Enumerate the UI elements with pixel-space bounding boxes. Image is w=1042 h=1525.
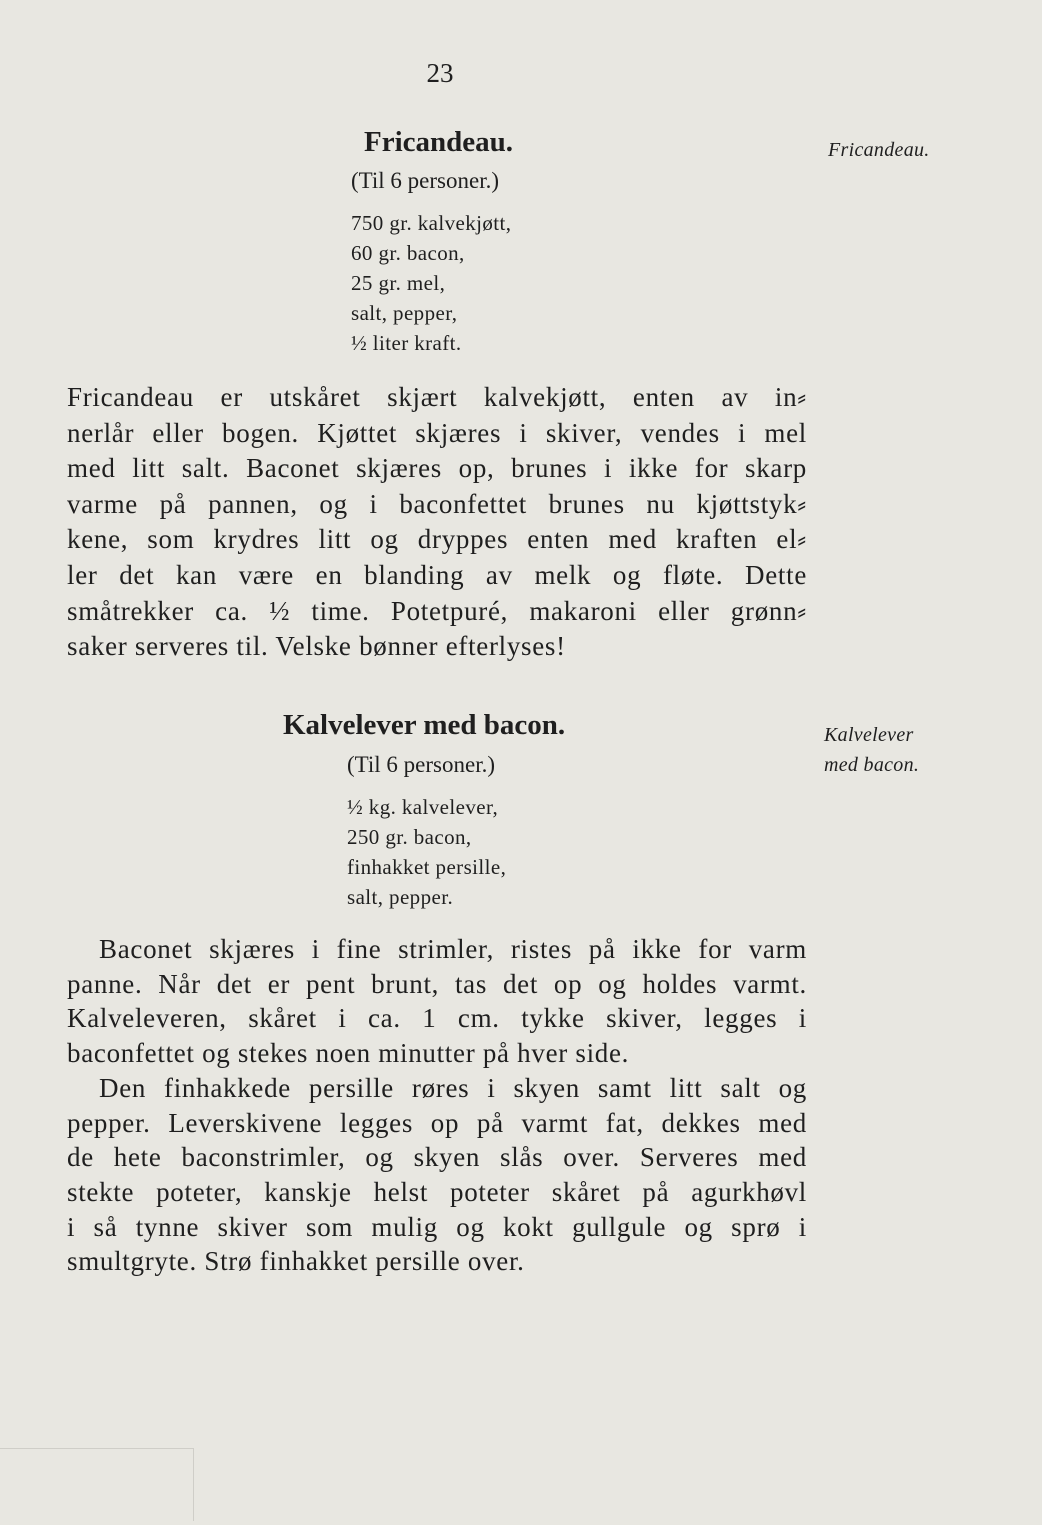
ingredient-item: 60 gr. bacon, <box>351 241 465 265</box>
text-line: i så tynne skiver som mulig og kokt gullgule og sprø i <box>67 1211 807 1242</box>
ingredient-item: ½ liter kraft. <box>351 331 462 355</box>
text-line: ler det kan være en blanding av melk og fløte. Dette <box>67 559 807 590</box>
margin-note-line: Fricandeau. <box>828 139 930 161</box>
text-line: Den finhakkede persille røres i skyen samt litt salt og <box>99 1072 807 1103</box>
text-line: baconfettet og stekes noen minutter på hver side. <box>67 1038 630 1069</box>
text-line: panne. Når det er pent brunt, tas det op og holdes varmt. <box>67 968 807 999</box>
paragraph <box>67 380 807 665</box>
recipe-title: Kalvelever med bacon. <box>283 709 566 741</box>
margin-note-line: Kalvelever <box>824 724 914 746</box>
ingredient-item: salt, pepper. <box>347 885 454 909</box>
ingredient-item: 750 gr. kalvekjøtt, <box>351 211 512 235</box>
ingredient-list <box>347 792 506 912</box>
text-line: smultgryte. Strø finhakket persille over. <box>67 1246 525 1277</box>
text-line: Kalveleveren, skåret i ca. 1 cm. tykke skiver, legges i <box>67 1003 807 1034</box>
margin-note-line: med bacon. <box>824 754 920 776</box>
text-line: kene, som krydres litt og dryppes enten med kraften el⸗ <box>67 524 807 555</box>
text-line: nerlår eller bogen. Kjøttet skjæres i skiver, vendes i mel <box>67 417 807 448</box>
serves-note: (Til 6 personer.) <box>351 168 500 193</box>
ingredient-item: 250 gr. bacon, <box>347 825 472 849</box>
ingredient-item: salt, pepper, <box>351 301 458 325</box>
text-line: Fricandeau er utskåret skjært kalvekjøtt, enten av in⸗ <box>67 382 807 412</box>
text-line: stekte poteter, kanskje helst poteter skåret på agurkhøvl <box>67 1176 807 1207</box>
ingredient-item: ½ kg. kalvelever, <box>347 795 499 819</box>
text-line: de hete baconstrimler, og skyen slås over. Serveres med <box>67 1142 807 1173</box>
text-line: varme på pannen, og i baconfettet brunes nu kjøttstyk⸗ <box>67 488 807 519</box>
page-number: 23 <box>426 58 454 88</box>
paragraph <box>67 932 807 1071</box>
ingredient-list <box>351 208 511 358</box>
serves-note: (Til 6 personer.) <box>347 752 496 777</box>
scan-corner-mark <box>0 1448 194 1521</box>
text-line: småtrekker ca. ½ time. Potetpuré, makaroni eller grønn⸗ <box>67 595 807 626</box>
paragraph <box>67 1071 807 1279</box>
margin-note <box>824 720 919 780</box>
ingredient-item: finhakket persille, <box>347 855 507 879</box>
text-line: Baconet skjæres i fine strimler, ristes på ikke for varm <box>99 934 807 964</box>
text-line: pepper. Leverskivene legges op på varmt fat, dekkes med <box>67 1107 807 1138</box>
recipe-body <box>67 932 807 1279</box>
recipe-body <box>67 380 807 665</box>
text-line: med litt salt. Baconet skjæres op, brunes i ikke for skarp <box>67 453 807 484</box>
ingredient-item: 25 gr. mel, <box>351 271 446 295</box>
text-line: saker serveres til. Velske bønner efterlyses! <box>67 631 566 662</box>
margin-note <box>828 135 930 165</box>
recipe-title: Fricandeau. <box>364 126 514 158</box>
